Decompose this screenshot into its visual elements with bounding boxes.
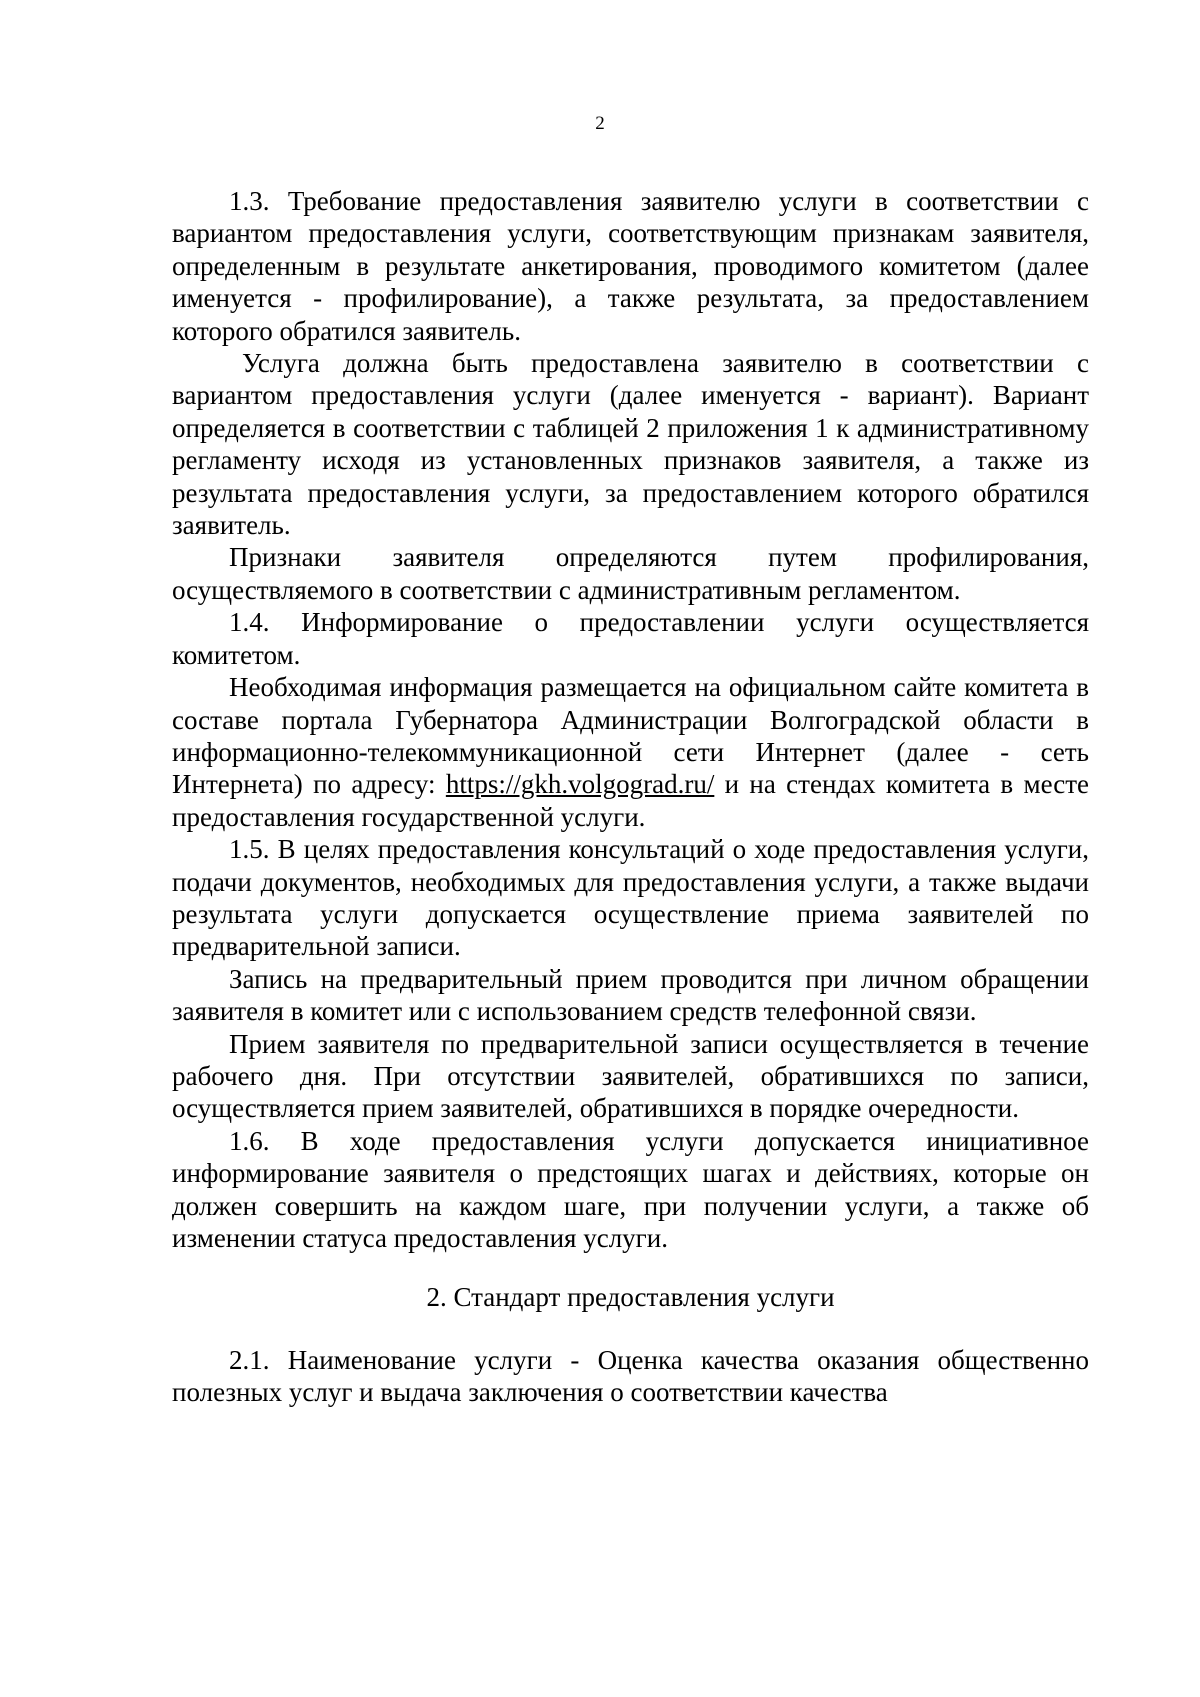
paragraph-appointment: Запись на предварительный прием проводится при личном обращении заявителя в комитет или с использованием средств телефонной связи. — [172, 963, 1089, 1027]
section-2-heading: 2. Стандарт предоставления услуги — [426, 1282, 835, 1313]
paragraph-info-placement — [172, 671, 1089, 833]
paragraph-1-3: 1.3. Требование предоставления заявителю услуги в соответствии с вариантом предоставления услуги, соответствующим признакам заявителя, определенным в результате анкетирования, проводимого комитетом (далее именуется - профилирование), а также результата, за предоставлением которого обратился заявитель. — [172, 186, 1089, 346]
paragraph-applicant-signs: Признаки заявителя определяются путем профилирования, осуществляемого в соответствии с административным регламентом. — [172, 542, 1089, 605]
paragraph-reception: Прием заявителя по предварительной записи осуществляется в течение рабочего дня. При отсутствии заявителей, обратившихся по записи, осуществляется прием заявителей, обратившихся в порядке очередности. — [172, 1028, 1089, 1124]
paragraph-1-6: 1.6. В ходе предоставления услуги допускается инициативное информирование заявителя о предстоящих шагах и действиях, которые он должен совершить на каждом шаге, при получении услуги, а также об изменении статуса предоставления услуги. — [172, 1125, 1089, 1253]
paragraph-1-5: 1.5. В целях предоставления консультаций о ходе предоставления услуги, подачи документов, необходимых для предоставления услуги, а также выдачи результата услуги допускается осуществление приема заявителей по предварительной записи. — [172, 834, 1089, 962]
paragraph-info-text-end: и на стендах комитета в месте предоставления государственной услуги. — [172, 769, 1089, 832]
paragraph-2-1: 2.1. Наименование услуги - Оценка качества оказания общественно полезных услуг и выдача заключения о соответствии качества — [172, 1344, 1089, 1408]
page-number: 2 — [595, 113, 605, 134]
paragraph-info-text-start: Необходимая информация размещается на официальном сайте комитета в составе портала Губернатора Администрации Волгоградской области в информационно-телекоммуникационной сети Интернет (далее - сеть Интернета) по адресу: — [172, 672, 1089, 800]
paragraph-1-4: 1.4. Информирование о предоставлении услуги осуществляется комитетом. — [172, 607, 1089, 670]
website-link[interactable]: https://gkh.volgograd.ru/ — [445, 769, 715, 800]
paragraph-service-variant: Услуга должна быть предоставлена заявителю в соответствии с вариантом предоставления услуги (далее именуется - вариант). Вариант определяется в соответствии с таблицей 2 приложения 1 к административному регламенту исходя из установленных признаков заявителя, а также из результата предоставления услуги, за предоставлением которого обратился заявитель. — [172, 348, 1089, 541]
document-body — [172, 185, 1089, 1409]
